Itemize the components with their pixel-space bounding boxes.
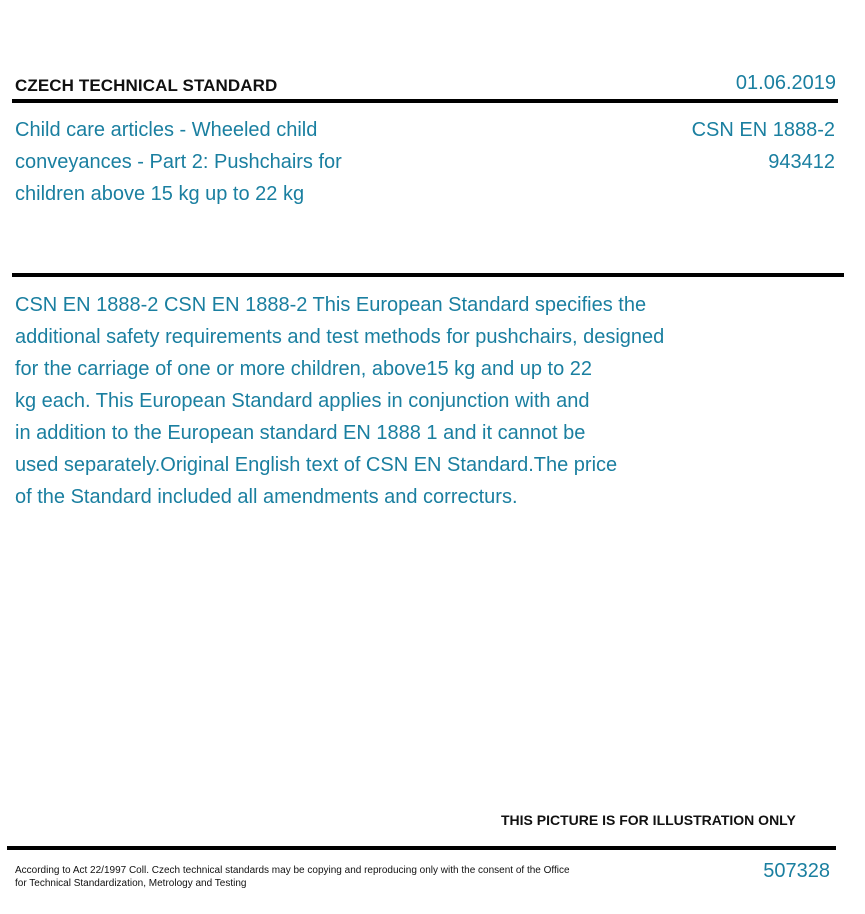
standard-identifiers (692, 114, 835, 178)
header-divider (12, 99, 838, 103)
standard-type-label: CZECH TECHNICAL STANDARD (15, 76, 278, 95)
illustration-disclaimer: THIS PICTURE IS FOR ILLUSTRATION ONLY (501, 812, 796, 828)
publication-date: 01.06.2019 (735, 72, 836, 94)
legal-notice: According to Act 22/1997 Coll. Czech technical standards may be copying and reproducing only with the consent of the Office for Technical Standardization, Metrology and Testing (15, 865, 570, 889)
title-divider (12, 273, 844, 277)
standard-abstract: CSN EN 1888-2 CSN EN 1888-2 This European Standard specifies the additional safety requirements and test methods for pushchairs, designed for the carriage of one or more children, above15 kg and up to 22 kg each. This European Standard applies in conjunction with and in addition to the European standard EN 1888 1 and it cannot be used separately.Original English text of CSN EN Standard.The price of the Standard included all amendments and correcturs. (15, 294, 665, 508)
catalog-number: 943412 (768, 151, 835, 173)
standard-title: Child care articles - Wheeled child conveyances - Part 2: Pushchairs for children above 15 kg up to 22 kg (15, 119, 342, 205)
footer-divider (7, 846, 836, 850)
document-number: 507328 (763, 860, 830, 882)
standard-code: CSN EN 1888-2 (691, 119, 835, 141)
